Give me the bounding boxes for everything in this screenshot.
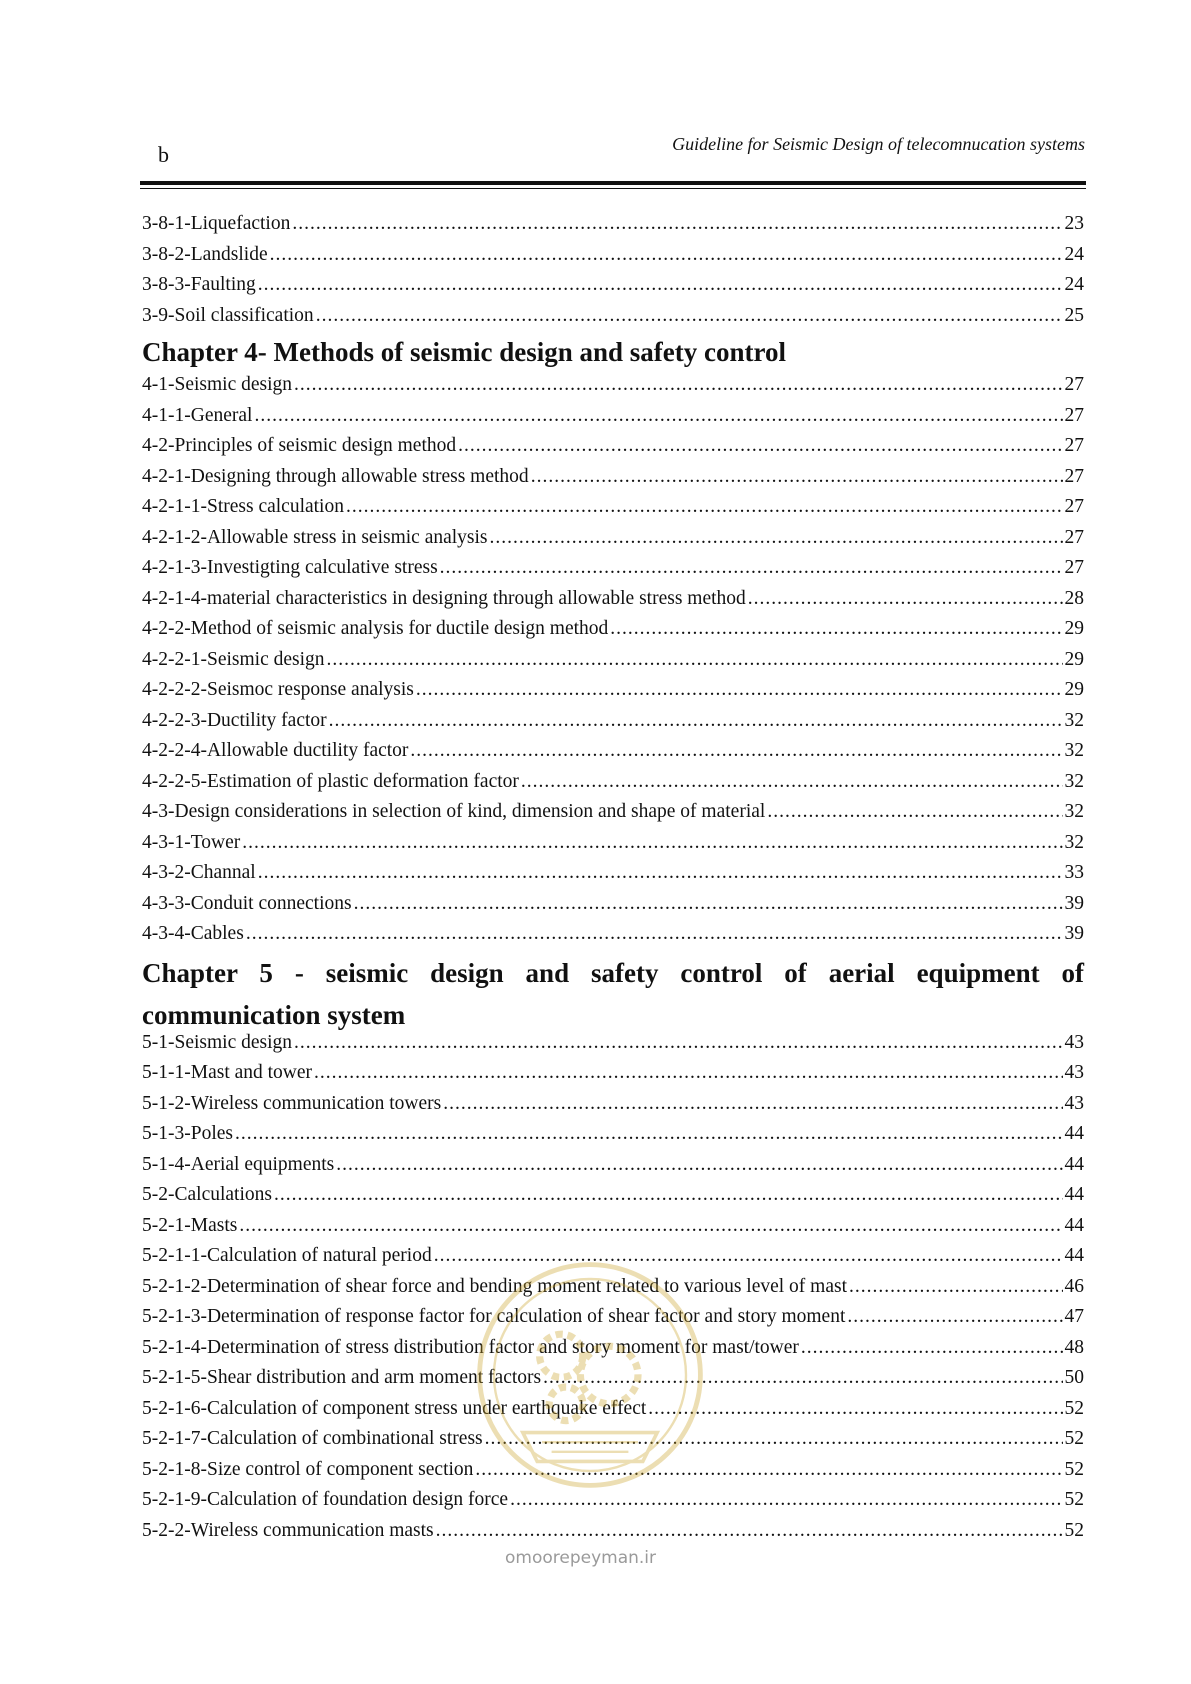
toc-entry-page: 50 xyxy=(1064,1367,1084,1388)
toc-entry-page: 33 xyxy=(1064,862,1084,883)
toc-entry[interactable] xyxy=(142,1520,1084,1551)
toc-dot-leader xyxy=(748,588,1063,610)
toc-entry-page: 27 xyxy=(1064,557,1084,578)
toc-entry-title: 4-1-1-General xyxy=(142,404,253,426)
toc-entry-title: 5-2-1-7-Calculation of combinational stress xyxy=(142,1428,483,1449)
toc-entry-page: 52 xyxy=(1064,1489,1084,1510)
toc-dot-leader xyxy=(354,893,1063,915)
toc-entry-title: 5-1-4-Aerial equipments xyxy=(142,1153,335,1175)
toc-entry[interactable] xyxy=(142,679,1084,710)
toc-dot-leader xyxy=(316,305,1063,327)
toc-entry-page: 24 xyxy=(1064,243,1084,265)
toc-dot-leader xyxy=(274,1184,1063,1206)
toc-entry-title: 3-8-1-Liquefaction xyxy=(142,213,291,234)
toc-entry-page: 52 xyxy=(1064,1397,1084,1419)
toc-entry-page: 32 xyxy=(1064,740,1084,761)
toc-entry-page: 27 xyxy=(1064,404,1084,426)
toc-entry-page: 44 xyxy=(1064,1153,1084,1175)
toc-entry-page: 23 xyxy=(1064,213,1084,234)
toc-entry-page: 24 xyxy=(1064,274,1084,295)
toc-entry[interactable] xyxy=(142,588,1084,619)
toc-entry[interactable] xyxy=(142,893,1084,924)
toc-entry[interactable] xyxy=(142,1154,1084,1185)
toc-entry-title: 4-3-3-Conduit connections xyxy=(142,892,352,914)
toc-dot-leader xyxy=(847,1306,1062,1328)
toc-entry-title: 5-1-Seismic design xyxy=(142,1031,293,1053)
toc-dot-leader xyxy=(436,1520,1063,1542)
toc-entry[interactable] xyxy=(142,305,1084,336)
toc-entry-title: 4-2-2-1-Seismic design xyxy=(142,648,325,670)
toc-entry[interactable] xyxy=(142,274,1084,305)
toc-dot-leader xyxy=(270,244,1063,266)
toc-entry-title: 4-3-1-Tower xyxy=(142,831,241,853)
toc-dot-leader xyxy=(521,771,1063,793)
toc-entry-page: 52 xyxy=(1064,1519,1084,1541)
toc-entry-page: 27 xyxy=(1064,465,1084,487)
toc-dot-leader xyxy=(490,527,1063,549)
toc-dot-leader xyxy=(235,1123,1063,1145)
toc-entry-page: 44 xyxy=(1064,1245,1084,1266)
toc-dot-leader xyxy=(410,740,1062,762)
toc-entry[interactable] xyxy=(142,1215,1084,1246)
toc-entry-page: 46 xyxy=(1064,1275,1084,1297)
toc-dot-leader xyxy=(246,923,1063,945)
toc-entry-page: 27 xyxy=(1064,435,1084,456)
toc-entry-page: 48 xyxy=(1064,1336,1084,1358)
toc-dot-leader xyxy=(327,649,1063,671)
toc-entry-page: 27 xyxy=(1064,526,1084,548)
toc-entry[interactable] xyxy=(142,213,1084,244)
toc-dot-leader xyxy=(258,274,1063,296)
toc-dot-leader xyxy=(849,1276,1062,1298)
toc-entry[interactable] xyxy=(142,649,1084,680)
toc-entry-title: 3-8-2-Landslide xyxy=(142,243,268,265)
toc-entry-page: 29 xyxy=(1064,618,1084,639)
toc-entry-title: 5-2-2-Wireless communication masts xyxy=(142,1519,434,1541)
toc-dot-leader xyxy=(294,1032,1062,1054)
toc-entry-title: 4-2-2-4-Allowable ductility factor xyxy=(142,740,409,761)
toc-entry-title: 5-2-1-Masts xyxy=(142,1214,238,1236)
toc-entry-title: 4-2-1-Designing through allowable stress method xyxy=(142,465,529,487)
toc-dot-leader xyxy=(292,213,1062,235)
chapter-4-heading: Chapter 4- Methods of seismic design and safety control xyxy=(142,337,786,367)
toc-entry-page: 32 xyxy=(1064,709,1084,731)
toc-entry-title: 5-2-1-2-Determination of shear force and bending moment related to various level of mast xyxy=(142,1275,848,1297)
toc-entry-title: 5-1-1-Mast and tower xyxy=(142,1062,313,1083)
toc-dot-leader xyxy=(610,618,1062,640)
toc-entry-title: 5-2-1-9-Calculation of foundation design force xyxy=(142,1489,509,1510)
toc-entry-title: 5-2-1-8-Size control of component section xyxy=(142,1458,474,1480)
toc-entry[interactable] xyxy=(142,710,1084,741)
toc-entry-title: 3-9-Soil classification xyxy=(142,304,314,326)
toc-entry-title: 4-2-2-2-Seismoc response analysis xyxy=(142,679,414,700)
toc-entry-page: 44 xyxy=(1064,1184,1084,1205)
toc-dot-leader xyxy=(440,557,1063,579)
toc-entry[interactable] xyxy=(142,244,1084,275)
toc-group-2 xyxy=(142,374,1084,954)
toc-dot-leader xyxy=(329,710,1063,732)
toc-entry-title: 5-2-1-3-Determination of response factor for calculation of shear factor and story moment xyxy=(142,1306,846,1327)
toc-entry-page: 52 xyxy=(1064,1428,1084,1449)
toc-entry[interactable] xyxy=(142,374,1084,405)
toc-entry-page: 29 xyxy=(1064,648,1084,670)
header-rule-thin xyxy=(140,188,1086,189)
toc-entry-page: 25 xyxy=(1064,304,1084,326)
toc-entry[interactable] xyxy=(142,1093,1084,1124)
toc-entry-title: 4-2-1-3-Investigting calculative stress xyxy=(142,557,438,578)
toc-dot-leader xyxy=(648,1398,1062,1420)
toc-entry[interactable] xyxy=(142,1062,1084,1093)
toc-dot-leader xyxy=(443,1093,1062,1115)
toc-dot-leader xyxy=(531,466,1063,488)
toc-dot-leader xyxy=(239,1215,1062,1237)
toc-entry[interactable] xyxy=(142,435,1084,466)
toc-entry-title: 4-3-Design considerations in selection of kind, dimension and shape of material xyxy=(142,801,766,822)
toc-entry-page: 32 xyxy=(1064,770,1084,792)
toc-entry-title: 4-2-2-3-Ductility factor xyxy=(142,709,327,731)
toc-entry-title: 4-2-2-Method of seismic analysis for ductile design method xyxy=(142,618,609,639)
toc-entry-page: 39 xyxy=(1064,892,1084,914)
toc-entry-page: 52 xyxy=(1064,1458,1084,1480)
toc-entry[interactable] xyxy=(142,740,1084,771)
toc-entry-page: 43 xyxy=(1064,1031,1084,1053)
toc-entry-page: 27 xyxy=(1064,374,1084,395)
toc-entry-page: 27 xyxy=(1064,496,1084,517)
page-letter: b xyxy=(158,142,169,167)
toc-entry-page: 43 xyxy=(1064,1062,1084,1083)
toc-entry-title: 5-1-2-Wireless communication towers xyxy=(142,1092,442,1114)
toc-entry-title: 4-3-2-Channal xyxy=(142,862,256,883)
toc-entry[interactable] xyxy=(142,801,1084,832)
toc-entry-title: 5-2-1-6-Calculation of component stress under earthquake effect xyxy=(142,1397,647,1419)
toc-entry-page: 43 xyxy=(1064,1092,1084,1114)
toc-entry[interactable] xyxy=(142,405,1084,436)
toc-dot-leader xyxy=(767,801,1062,823)
toc-dot-leader xyxy=(294,374,1062,396)
toc-entry-title: 5-1-3-Poles xyxy=(142,1123,233,1144)
toc-entry[interactable] xyxy=(142,527,1084,558)
toc-entry-title: 4-2-2-5-Estimation of plastic deformation factor xyxy=(142,770,519,792)
toc-entry-title: 4-2-1-4-material characteristics in designing through allowable stress method xyxy=(142,587,746,609)
toc-dot-leader xyxy=(416,679,1063,701)
toc-entry-page: 29 xyxy=(1064,679,1084,700)
toc-entry[interactable] xyxy=(142,496,1084,527)
toc-dot-leader xyxy=(801,1337,1063,1359)
watermark-seal-icon xyxy=(470,1255,710,1495)
toc-entry-page: 28 xyxy=(1064,587,1084,609)
toc-entry[interactable] xyxy=(142,862,1084,893)
toc-entry-title: 5-2-Calculations xyxy=(142,1184,272,1205)
toc-entry[interactable] xyxy=(142,1032,1084,1063)
toc-dot-leader xyxy=(346,496,1063,518)
toc-dot-leader xyxy=(254,405,1062,427)
toc-entry[interactable] xyxy=(142,1184,1084,1215)
toc-entry-title: 5-2-1-1-Calculation of natural period xyxy=(142,1245,432,1266)
toc-entry-page: 47 xyxy=(1064,1306,1084,1327)
toc-group-1 xyxy=(142,213,1084,335)
toc-entry-page: 44 xyxy=(1064,1214,1084,1236)
toc-dot-leader xyxy=(314,1062,1062,1084)
toc-entry-title: 5-2-1-4-Determination of stress distribution factor and story moment for mast/tower xyxy=(142,1336,799,1358)
toc-entry[interactable] xyxy=(142,466,1084,497)
toc-entry[interactable] xyxy=(142,557,1084,588)
toc-entry-title: 4-1-Seismic design xyxy=(142,374,293,395)
toc-dot-leader xyxy=(458,435,1062,457)
toc-entry-page: 39 xyxy=(1064,923,1084,944)
toc-entry[interactable] xyxy=(142,832,1084,863)
running-title: Guideline for Seismic Design of telecomnucation systems xyxy=(672,134,1085,154)
toc-dot-leader xyxy=(242,832,1062,854)
toc-entry-page: 32 xyxy=(1064,801,1084,822)
toc-entry[interactable] xyxy=(142,923,1084,954)
toc-entry-title: 5-2-1-5-Shear distribution and arm moment factors xyxy=(142,1367,542,1388)
toc-entry-title: 4-2-1-1-Stress calculation xyxy=(142,496,344,517)
toc-entry-page: 32 xyxy=(1064,831,1084,853)
chapter-5-heading: Chapter 5 - seismic design and safety control of aerial equipment of communication system xyxy=(142,957,1084,1030)
toc-entry[interactable] xyxy=(142,1123,1084,1154)
toc-entry[interactable] xyxy=(142,618,1084,649)
watermark-text: omoorepeyman.ir xyxy=(505,1548,657,1568)
toc-entry-title: 4-2-Principles of seismic design method xyxy=(142,435,457,456)
toc-entry-page: 44 xyxy=(1064,1123,1084,1144)
header-rule-thick xyxy=(140,181,1086,185)
toc-entry-title: 4-3-4-Cables xyxy=(142,923,244,944)
toc-dot-leader xyxy=(258,862,1063,884)
toc-entry-title: 4-2-1-2-Allowable stress in seismic analysis xyxy=(142,526,488,548)
toc-entry-title: 3-8-3-Faulting xyxy=(142,274,256,295)
toc-entry[interactable] xyxy=(142,771,1084,802)
toc-dot-leader xyxy=(336,1154,1062,1176)
